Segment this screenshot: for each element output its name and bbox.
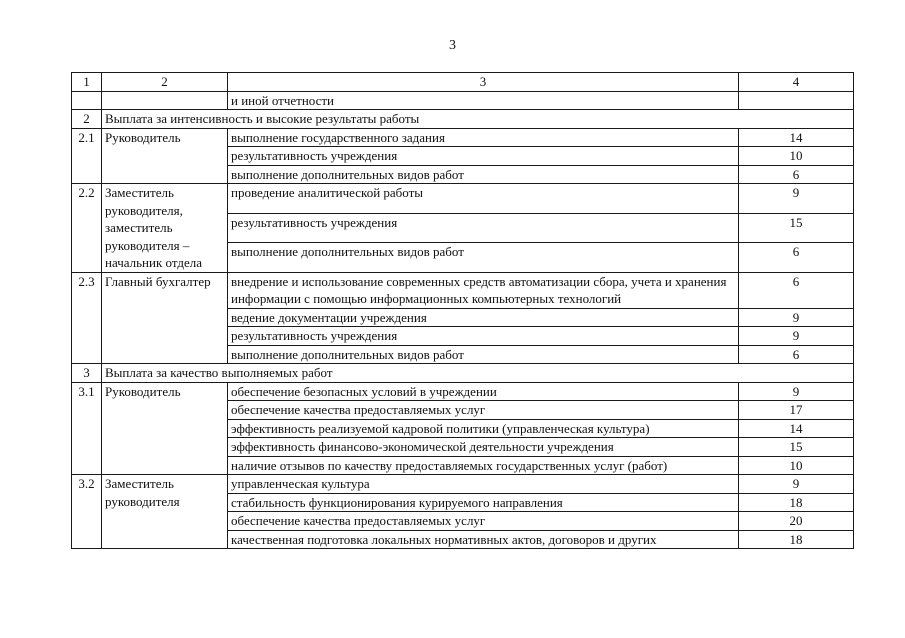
indicator-cell: выполнение дополнительных видов работ (228, 165, 739, 184)
indicator-cell: выполнение дополнительных видов работ (228, 345, 739, 364)
table-row (72, 184, 854, 214)
score-cell: 9 (739, 475, 854, 494)
section-row (72, 364, 854, 383)
row-number: 3.2 (72, 475, 102, 549)
score-cell: 14 (739, 128, 854, 147)
score-cell: 9 (739, 184, 854, 214)
row-number (72, 91, 102, 110)
header-col-4: 4 (739, 73, 854, 92)
header-col-3: 3 (228, 73, 739, 92)
indicator-cell: результативность учреждения (228, 327, 739, 346)
score-cell: 9 (739, 327, 854, 346)
section-title: Выплата за интенсивность и высокие результаты работы (102, 110, 854, 129)
indicator-cell: обеспечение качества предоставляемых услуг (228, 401, 739, 420)
indicator-cell: наличие отзывов по качеству предоставляемых государственных услуг (работ) (228, 456, 739, 475)
row-number: 2.3 (72, 272, 102, 364)
score-cell: 18 (739, 530, 854, 549)
indicator-cell: обеспечение безопасных условий в учреждении (228, 382, 739, 401)
indicator-cell: стабильность функционирования курируемого направления (228, 493, 739, 512)
score-cell: 10 (739, 147, 854, 166)
score-cell: 20 (739, 512, 854, 531)
score-cell: 18 (739, 493, 854, 512)
row-number: 2.2 (72, 184, 102, 273)
score-cell: 6 (739, 165, 854, 184)
score-cell: 9 (739, 382, 854, 401)
indicator-cell: эффективность финансово-экономической деятельности учреждения (228, 438, 739, 457)
position-cell (102, 91, 228, 110)
indicator-cell: управленческая культура (228, 475, 739, 494)
continuation-row (72, 91, 854, 110)
score-cell: 6 (739, 345, 854, 364)
table-row (72, 475, 854, 494)
table-row (72, 272, 854, 308)
indicator-cell: выполнение государственного задания (228, 128, 739, 147)
indicator-cell: эффективность реализуемой кадровой политики (управленческая культура) (228, 419, 739, 438)
table-row (72, 382, 854, 401)
position-cell: Заместитель руководителя (102, 475, 228, 549)
score-cell: 17 (739, 401, 854, 420)
score-cell: 6 (739, 243, 854, 273)
section-number: 3 (72, 364, 102, 383)
table-row (72, 128, 854, 147)
indicator-cell: обеспечение качества предоставляемых услуг (228, 512, 739, 531)
row-number: 3.1 (72, 382, 102, 475)
page-number: 3 (449, 38, 456, 53)
indicator-cell: качественная подготовка локальных нормативных актов, договоров и других (228, 530, 739, 549)
header-col-1: 1 (72, 73, 102, 92)
indicator-cell: результативность учреждения (228, 213, 739, 243)
score-cell: 14 (739, 419, 854, 438)
indicator-cell: результативность учреждения (228, 147, 739, 166)
score-cell: 10 (739, 456, 854, 475)
indicator-cell: внедрение и использование современных средств автоматизации сбора, учета и хранения информации с помощью информационных компьютерных технологий (228, 272, 739, 308)
position-cell: Заместитель руководителя, заместитель руководителя – начальник отдела (102, 184, 228, 273)
section-number: 2 (72, 110, 102, 129)
score-cell: 9 (739, 308, 854, 327)
score-cell: 6 (739, 272, 854, 308)
indicator-cell: ведение документации учреждения (228, 308, 739, 327)
position-cell: Главный бухгалтер (102, 272, 228, 364)
bonus-criteria-table (71, 72, 854, 549)
section-row (72, 110, 854, 129)
row-number: 2.1 (72, 128, 102, 184)
header-col-2: 2 (102, 73, 228, 92)
section-title: Выплата за качество выполняемых работ (102, 364, 854, 383)
indicator-cell: и иной отчетности (228, 91, 739, 110)
table-header-row (72, 73, 854, 92)
score-cell: 15 (739, 438, 854, 457)
indicator-cell: проведение аналитической работы (228, 184, 739, 214)
position-cell: Руководитель (102, 128, 228, 184)
indicator-cell: выполнение дополнительных видов работ (228, 243, 739, 273)
position-cell: Руководитель (102, 382, 228, 475)
score-cell (739, 91, 854, 110)
score-cell: 15 (739, 213, 854, 243)
